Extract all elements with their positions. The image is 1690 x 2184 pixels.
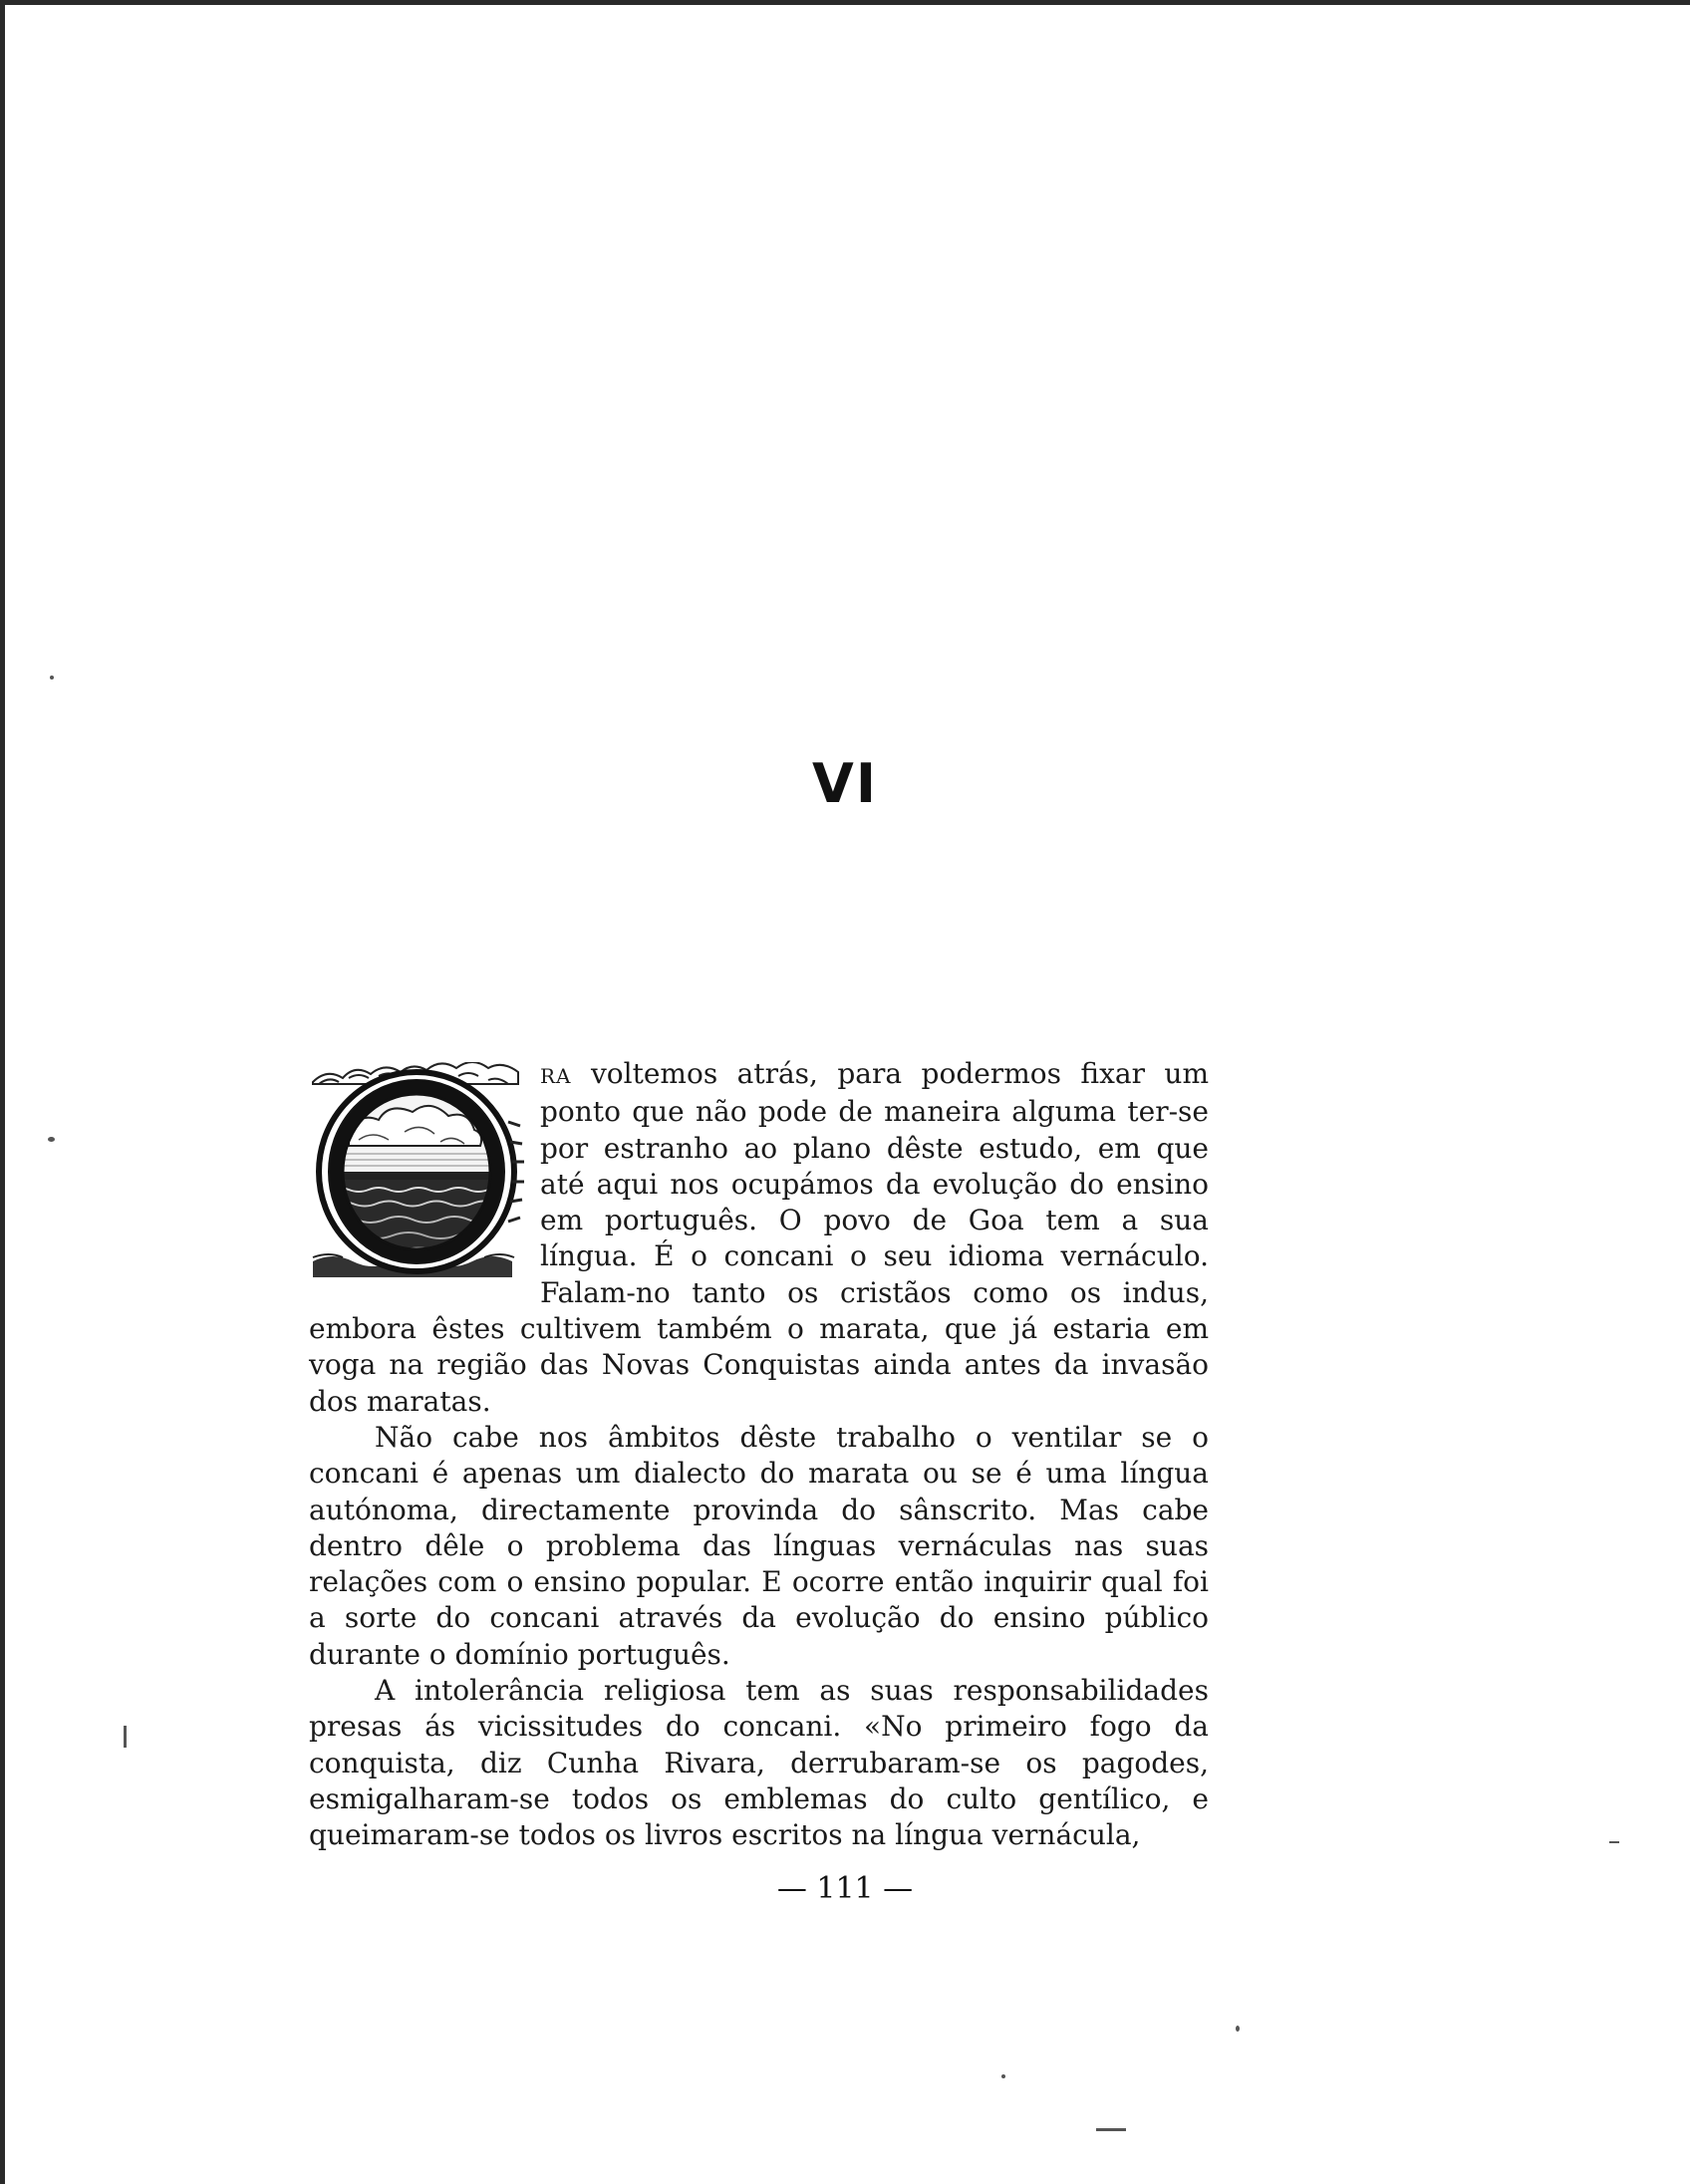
paragraph-2: Não cabe nos âmbitos dêste trabalho o ventilar se o concani é apenas um dialecto do marata ou se é uma língua autónoma, directamente provinda do sânscrito. Mas cabe dentro dêle o problema das línguas vernáculas nas suas relações com o ensino popular. E ocorre então inquirir qual foi a sorte do concani através da evolução do ensino público durante o domínio português. [309,1420,1209,1671]
scan-speck [1609,1841,1619,1843]
scan-speck [1096,2128,1126,2131]
dropcap-o-illustration [309,1062,526,1279]
dropcap-rest: RA [540,1064,572,1088]
chapter-number: VI [812,752,878,815]
scan-speck [124,1726,127,1748]
paragraph-3: A intolerância religiosa tem as suas responsabilidades presas ás vicissitudes do concani. «No primeiro fogo da conquista, diz Cunha Rivara, derrubaram-se os pagodes, esmigalharam-se todos os emblemas do culto gentílico, e queimaram-se todos os livros escritos na língua vernácula, [309,1674,1209,1852]
scan-speck [50,676,54,680]
scan-speck [1001,2074,1005,2078]
page-number: — 111 — [776,1871,914,1906]
scan-speck [1236,2026,1240,2032]
body-text [309,1056,1209,1854]
page-edge-left [0,0,5,2184]
scan-speck [48,1137,55,1142]
page-edge-top [0,0,1690,5]
paragraph-1-text: voltemos atrás, para podermos fixar um ponto que não pode de maneira alguma ter-se por estranho ao plano dêste estudo, em que até aqui nos ocupámos da evolução do ensino em português. O povo de Goa tem a sua língua. É o concani o seu idioma vernáculo. Falam-no tanto os cristãos como os indus, embora êstes cultivem também o marata, que já estaria em voga na região das Novas Conquistas ainda antes da invasão dos maratas. [309,1057,1209,1418]
